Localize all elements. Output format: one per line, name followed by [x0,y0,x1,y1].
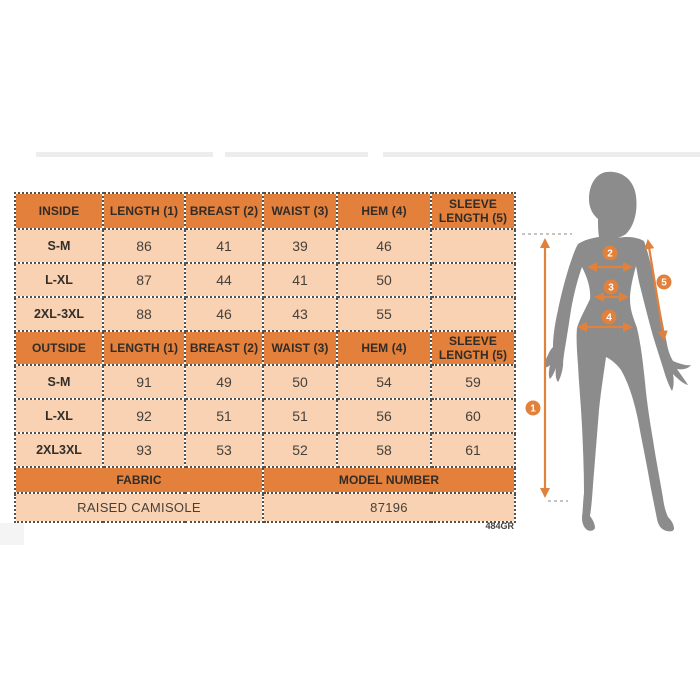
measurement-figure [520,160,700,550]
table-cell: 46 [337,229,431,263]
table-cell: 93 [103,433,185,467]
table-cell: 46 [185,297,263,331]
footer-value-row [15,493,515,522]
background-artifact [225,152,368,157]
table-row [15,229,515,263]
table-cell: 58 [337,433,431,467]
table-cell: 44 [185,263,263,297]
background-artifact [383,152,700,157]
column-header-waist: WAIST (3) [263,331,337,365]
table-cell: 61 [431,433,515,467]
size-label: S-M [15,365,103,399]
table-row [15,399,515,433]
column-header-hem: HEM (4) [337,331,431,365]
column-header-breast: BREAST (2) [185,331,263,365]
outside-header-row [15,331,515,365]
column-header-waist: WAIST (3) [263,193,337,229]
table-cell: 49 [185,365,263,399]
table-cell: 88 [103,297,185,331]
table-cell: 53 [185,433,263,467]
inside-header-row [15,193,515,229]
column-header-breast: BREAST (2) [185,193,263,229]
table-cell [431,263,515,297]
table-cell: 56 [337,399,431,433]
table-cell: 54 [337,365,431,399]
table-cell: 39 [263,229,337,263]
table-cell [431,297,515,331]
table-cell: 51 [185,399,263,433]
size-label: 2XL-3XL [15,297,103,331]
column-header-length: LENGTH (1) [103,193,185,229]
size-label: 2XL3XL [15,433,103,467]
table-cell: 55 [337,297,431,331]
table-cell: 50 [263,365,337,399]
table-cell: 43 [263,297,337,331]
background-artifact [36,152,213,157]
column-header-sleeve-length: SLEEVE LENGTH (5) [431,193,515,229]
female-silhouette [544,172,691,532]
table-row [15,365,515,399]
table-row [15,297,515,331]
column-header-sleeve-length: SLEEVE LENGTH (5) [431,331,515,365]
table-cell: 41 [263,263,337,297]
table-cell: 86 [103,229,185,263]
marker-label-1: 1 [530,403,536,415]
style-code: 484GR [485,521,514,531]
column-header-length: LENGTH (1) [103,331,185,365]
table-cell: 41 [185,229,263,263]
model-number-header: MODEL NUMBER [263,467,515,493]
table-cell: 60 [431,399,515,433]
column-header-hem: HEM (4) [337,193,431,229]
table-cell: 87 [103,263,185,297]
table-cell: 92 [103,399,185,433]
table-cell: 52 [263,433,337,467]
size-chart-table [14,192,516,523]
marker-label-2: 2 [607,248,613,260]
table-row [15,433,515,467]
marker-label-4: 4 [606,312,612,324]
footer-header-row [15,467,515,493]
section-header-inside: INSIDE [15,193,103,229]
table-cell: 50 [337,263,431,297]
table-cell [431,229,515,263]
table-cell: 51 [263,399,337,433]
size-label: L-XL [15,399,103,433]
section-header-outside: OUTSIDE [15,331,103,365]
marker-label-3: 3 [608,282,614,294]
size-label: S-M [15,229,103,263]
model-number-value: 87196 [263,493,515,522]
size-label: L-XL [15,263,103,297]
fabric-value: RAISED CAMISOLE [15,493,263,522]
fabric-header: FABRIC [15,467,263,493]
table-row [15,263,515,297]
measurement-figure-svg [520,160,700,550]
table-cell: 91 [103,365,185,399]
table-cell: 59 [431,365,515,399]
marker-label-5: 5 [661,277,667,289]
